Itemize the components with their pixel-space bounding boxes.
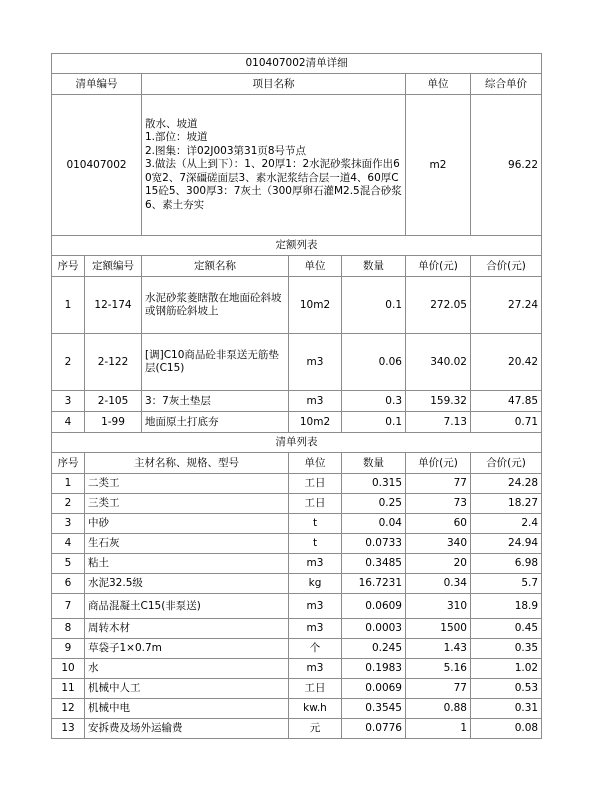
material-row [52, 554, 542, 574]
mat-header-name: 主材名称、规格、型号 [85, 453, 289, 474]
material-price: 20 [406, 554, 471, 574]
material-qty: 0.0609 [342, 594, 406, 619]
material-unit: t [289, 534, 342, 554]
header-unit-price: 综合单价 [471, 74, 542, 95]
quota-name: 地面原土打底夯 [142, 412, 289, 433]
material-row [52, 639, 542, 659]
material-qty: 0.0069 [342, 679, 406, 699]
quota-header-qty: 数量 [342, 256, 406, 277]
quota-price: 272.05 [406, 277, 471, 334]
quota-name: 水泥砂浆菱瞎散在地面砼斜坡或钢筋砼斜坡上 [142, 277, 289, 334]
material-unit: m3 [289, 554, 342, 574]
item-price: 96.22 [471, 95, 542, 236]
material-price: 77 [406, 474, 471, 494]
material-price: 5.16 [406, 659, 471, 679]
material-no: 1 [52, 474, 85, 494]
bill-detail-table [51, 53, 542, 739]
material-unit: 工日 [289, 679, 342, 699]
quota-price: 7.13 [406, 412, 471, 433]
mat-header-unit: 单位 [289, 453, 342, 474]
material-total: 6.98 [471, 554, 542, 574]
quota-unit: 10m2 [289, 412, 342, 433]
material-unit: kg [289, 574, 342, 594]
quota-qty: 0.3 [342, 391, 406, 412]
material-price: 60 [406, 514, 471, 534]
material-price: 1.43 [406, 639, 471, 659]
material-name: 二类工 [85, 474, 289, 494]
header-code: 清单编号 [52, 74, 142, 95]
mat-header-total: 合价(元) [471, 453, 542, 474]
material-total: 18.27 [471, 494, 542, 514]
quota-name: 3：7灰土垫层 [142, 391, 289, 412]
quota-total: 20.42 [471, 334, 542, 391]
material-unit: 工日 [289, 474, 342, 494]
quota-qty: 0.1 [342, 277, 406, 334]
material-total: 5.7 [471, 574, 542, 594]
quota-qty: 0.1 [342, 412, 406, 433]
material-total: 0.35 [471, 639, 542, 659]
mat-header-qty: 数量 [342, 453, 406, 474]
material-name: 商品混凝土C15(非泵送) [85, 594, 289, 619]
material-qty: 0.3485 [342, 554, 406, 574]
page-title: 010407002清单详细 [52, 54, 542, 74]
quota-code: 1-99 [85, 412, 142, 433]
quota-total: 0.71 [471, 412, 542, 433]
quota-header-total: 合价(元) [471, 256, 542, 277]
material-qty: 0.0776 [342, 719, 406, 739]
material-qty: 0.3545 [342, 699, 406, 719]
material-price: 310 [406, 594, 471, 619]
quota-unit: 10m2 [289, 277, 342, 334]
quota-header-unit: 单位 [289, 256, 342, 277]
material-name: 生石灰 [85, 534, 289, 554]
material-no: 2 [52, 494, 85, 514]
material-qty: 0.0733 [342, 534, 406, 554]
material-price: 340 [406, 534, 471, 554]
mat-header-no: 序号 [52, 453, 85, 474]
material-row [52, 494, 542, 514]
item-unit: m2 [406, 95, 471, 236]
material-row [52, 594, 542, 619]
material-total: 0.53 [471, 679, 542, 699]
material-no: 9 [52, 639, 85, 659]
material-total: 24.94 [471, 534, 542, 554]
material-no: 7 [52, 594, 85, 619]
quota-code: 2-105 [85, 391, 142, 412]
header-unit: 单位 [406, 74, 471, 95]
material-price: 77 [406, 679, 471, 699]
material-row [52, 514, 542, 534]
item-description: 散水、坡道 1.部位：坡道 2.图集：详02J003第31页8号节点 3.做法（从上到下）：1、20厚1：2水泥砂浆抹面作出60宽2、7深礓磋面层3、素水泥浆结合层一道4、60厚C15砼5、300厚3：7灰土（300厚卵石灌M2.5混合砂浆6、素土夯实 [142, 95, 406, 236]
material-total: 0.31 [471, 699, 542, 719]
quota-price: 340.02 [406, 334, 471, 391]
material-unit: 元 [289, 719, 342, 739]
material-name: 安拆费及场外运输费 [85, 719, 289, 739]
material-total: 0.08 [471, 719, 542, 739]
material-total: 24.28 [471, 474, 542, 494]
material-name: 机械中电 [85, 699, 289, 719]
material-name: 中砂 [85, 514, 289, 534]
material-unit: m3 [289, 659, 342, 679]
material-qty: 0.315 [342, 474, 406, 494]
material-row [52, 679, 542, 699]
material-row [52, 699, 542, 719]
quota-unit: m3 [289, 334, 342, 391]
material-no: 12 [52, 699, 85, 719]
material-qty: 0.0003 [342, 619, 406, 639]
material-row [52, 719, 542, 739]
material-qty: 0.1983 [342, 659, 406, 679]
material-row [52, 534, 542, 554]
material-qty: 0.04 [342, 514, 406, 534]
material-name: 水泥32.5级 [85, 574, 289, 594]
quota-code: 2-122 [85, 334, 142, 391]
header-name: 项目名称 [142, 74, 406, 95]
material-name: 三类工 [85, 494, 289, 514]
item-code: 010407002 [52, 95, 142, 236]
material-unit: t [289, 514, 342, 534]
quota-no: 3 [52, 391, 85, 412]
material-qty: 0.25 [342, 494, 406, 514]
quota-row [52, 334, 542, 391]
material-unit: 工日 [289, 494, 342, 514]
quota-no: 2 [52, 334, 85, 391]
quota-price: 159.32 [406, 391, 471, 412]
material-no: 10 [52, 659, 85, 679]
material-name: 周转木材 [85, 619, 289, 639]
quota-total: 27.24 [471, 277, 542, 334]
material-total: 0.45 [471, 619, 542, 639]
material-total: 1.02 [471, 659, 542, 679]
material-row [52, 659, 542, 679]
material-price: 1500 [406, 619, 471, 639]
material-no: 5 [52, 554, 85, 574]
material-row [52, 619, 542, 639]
mat-header-price: 单价(元) [406, 453, 471, 474]
material-total: 18.9 [471, 594, 542, 619]
material-no: 11 [52, 679, 85, 699]
quota-section-title: 定额列表 [52, 236, 542, 256]
material-price: 73 [406, 494, 471, 514]
quota-row [52, 391, 542, 412]
quota-header-price: 单价(元) [406, 256, 471, 277]
material-name: 水 [85, 659, 289, 679]
material-name: 机械中人工 [85, 679, 289, 699]
quota-row [52, 277, 542, 334]
materials-section-title: 清单列表 [52, 433, 542, 453]
material-qty: 0.245 [342, 639, 406, 659]
quota-no: 4 [52, 412, 85, 433]
material-unit: 个 [289, 639, 342, 659]
quota-row [52, 412, 542, 433]
material-total: 2.4 [471, 514, 542, 534]
material-row [52, 574, 542, 594]
quota-name: [调]C10商品砼非泵送无筋垫层(C15) [142, 334, 289, 391]
material-unit: kw.h [289, 699, 342, 719]
quota-unit: m3 [289, 391, 342, 412]
material-price: 1 [406, 719, 471, 739]
quota-code: 12-174 [85, 277, 142, 334]
material-row [52, 474, 542, 494]
quota-total: 47.85 [471, 391, 542, 412]
quota-qty: 0.06 [342, 334, 406, 391]
quota-no: 1 [52, 277, 85, 334]
material-name: 粘土 [85, 554, 289, 574]
material-unit: m3 [289, 594, 342, 619]
material-no: 4 [52, 534, 85, 554]
quota-header-no: 序号 [52, 256, 85, 277]
material-no: 6 [52, 574, 85, 594]
quota-header-name: 定额名称 [142, 256, 289, 277]
material-price: 0.34 [406, 574, 471, 594]
material-qty: 16.7231 [342, 574, 406, 594]
material-no: 8 [52, 619, 85, 639]
material-price: 0.88 [406, 699, 471, 719]
quota-header-code: 定额编号 [85, 256, 142, 277]
material-unit: m3 [289, 619, 342, 639]
material-name: 草袋子1×0.7m [85, 639, 289, 659]
material-no: 3 [52, 514, 85, 534]
material-no: 13 [52, 719, 85, 739]
